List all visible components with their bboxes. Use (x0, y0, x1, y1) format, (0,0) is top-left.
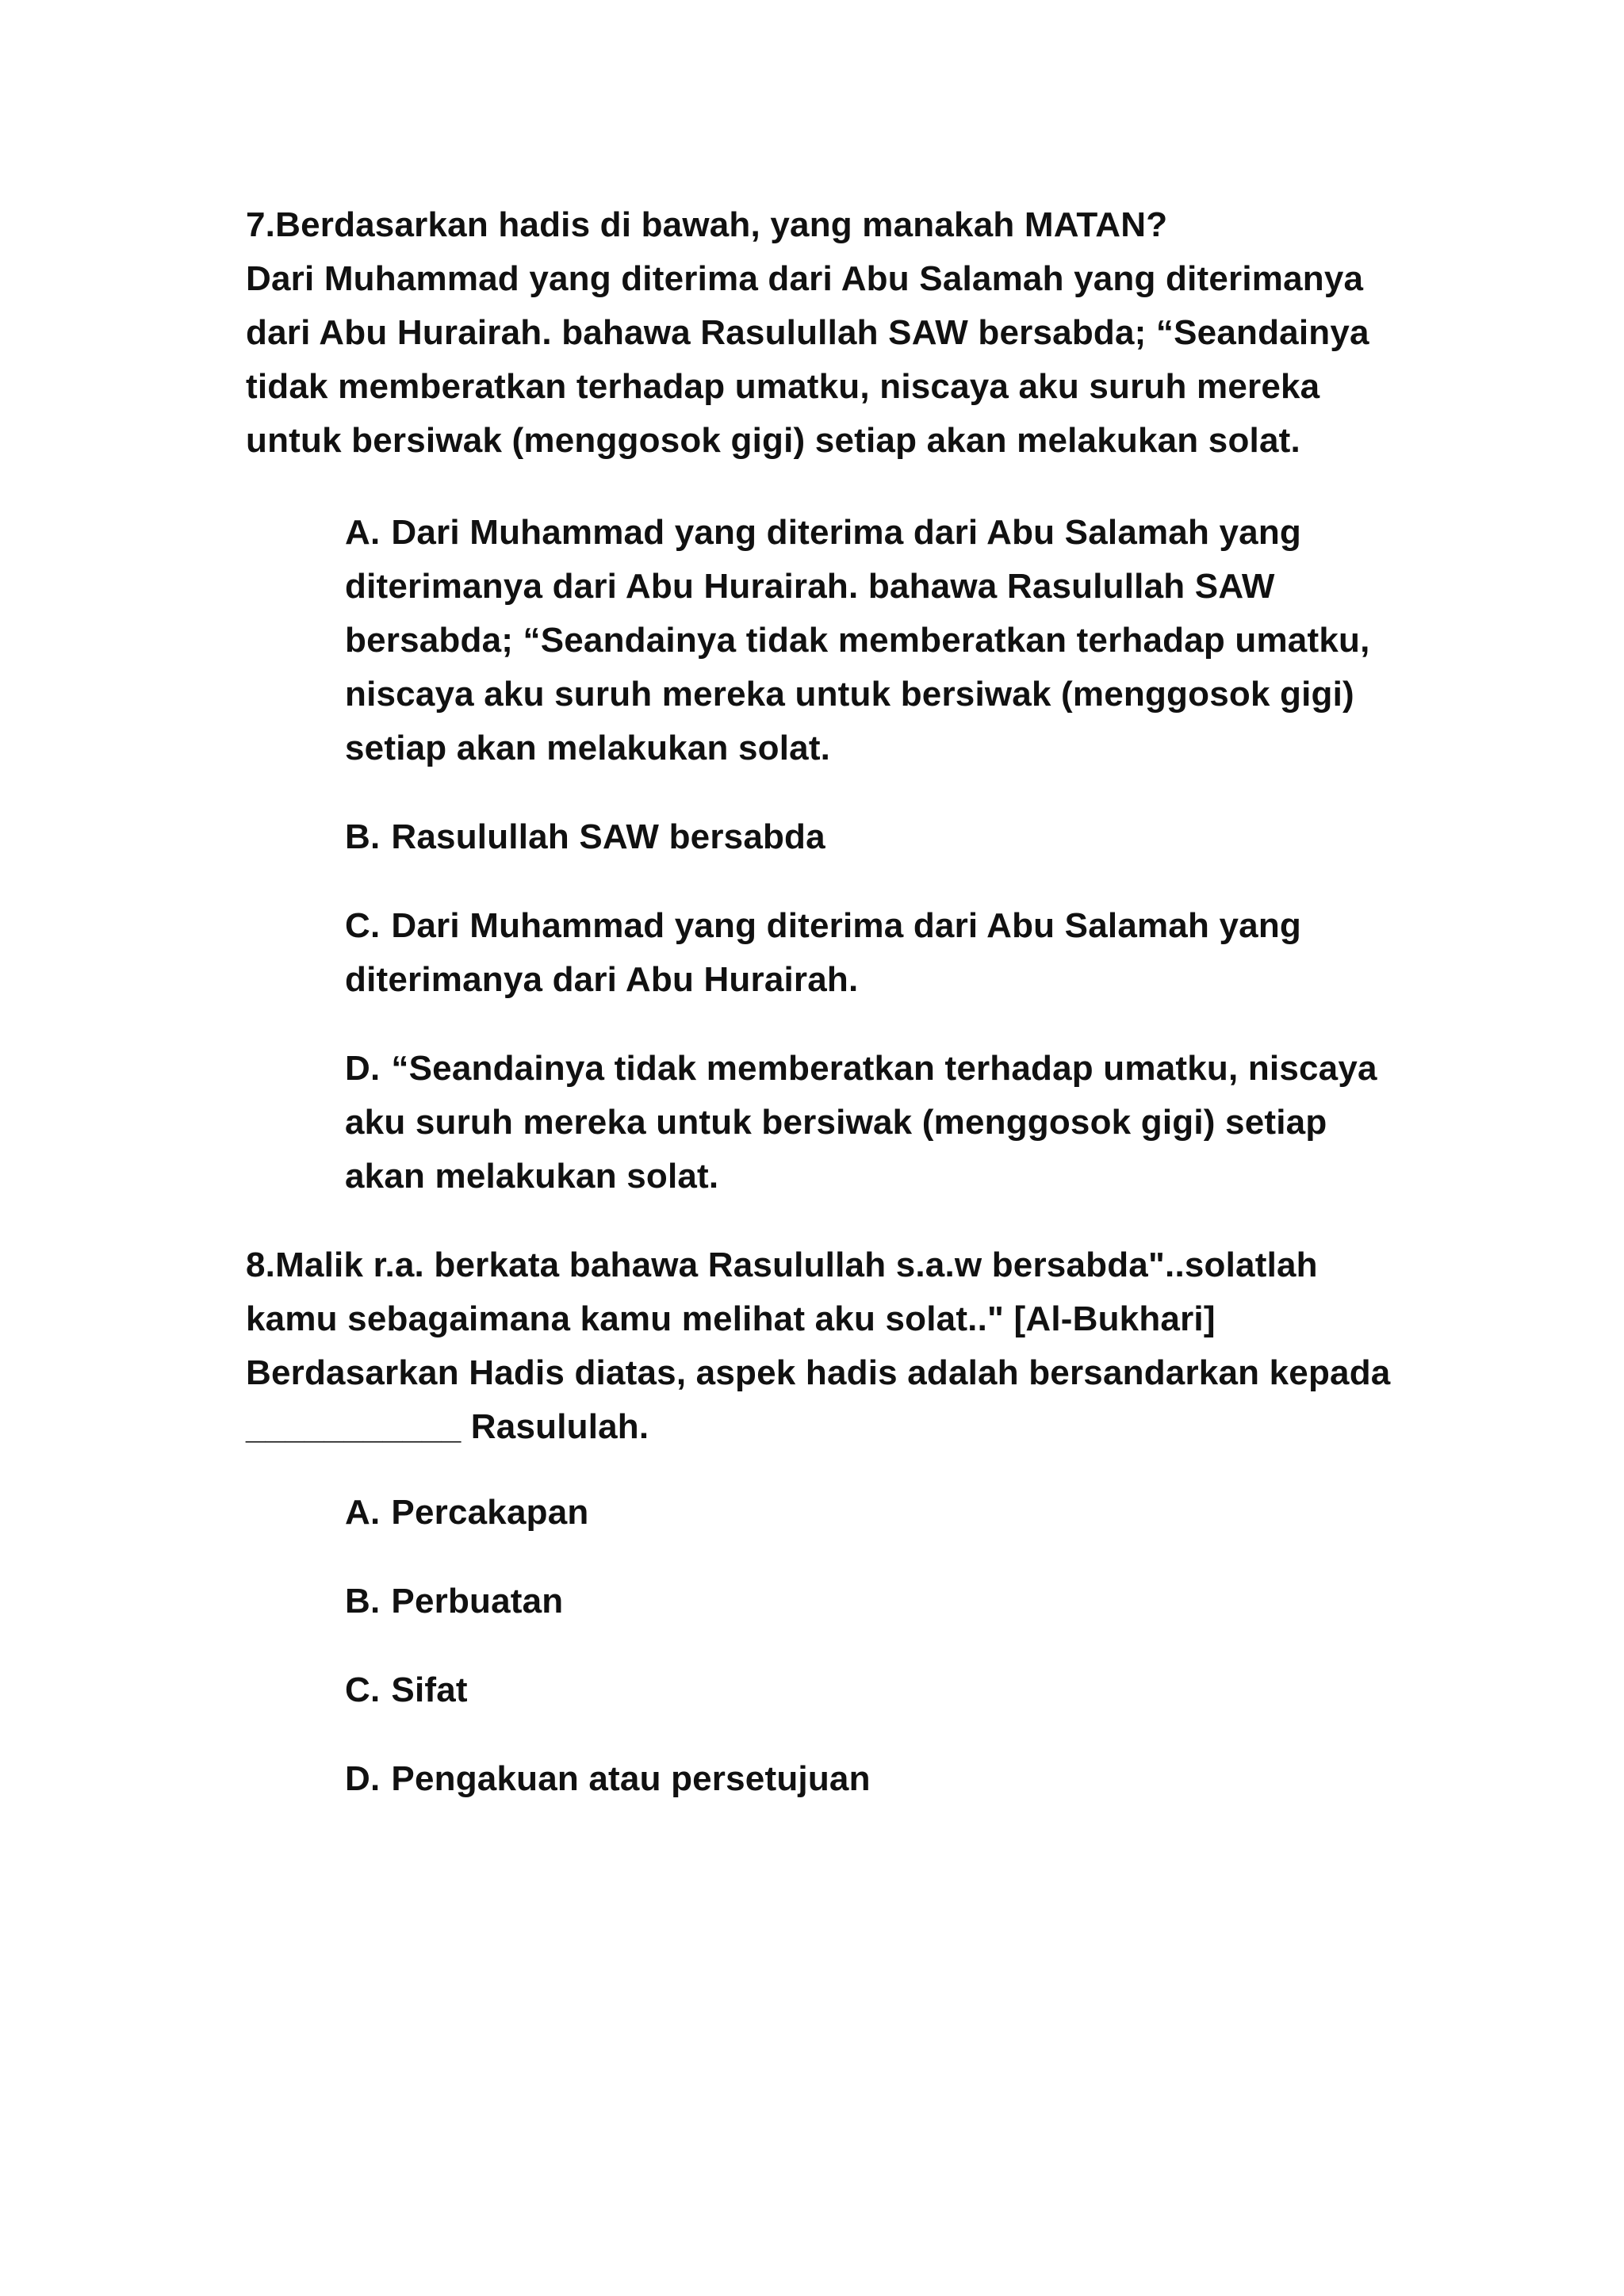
question-8-option-c[interactable] (345, 1663, 1396, 1717)
question-7-passage: Dari Muhammad yang diterima dari Abu Salamah yang diterimanya dari Abu Hurairah. bahawa Rasulullah SAW bersabda; “Seandainya tidak memberatkan terhadap umatku, niscaya aku suruh mereka untuk bersiwak (menggosok gigi) setiap akan melakukan solat. (246, 259, 1369, 460)
question-8-option-d[interactable] (345, 1752, 1396, 1806)
option-letter: C. (345, 906, 381, 945)
option-letter: A. (345, 513, 381, 552)
question-7-stem: 7.Berdasarkan hadis di bawah, yang manakah MATAN? (246, 205, 1168, 244)
option-text: Dari Muhammad yang diterima dari Abu Salamah yang diterimanya dari Abu Hurairah. (345, 906, 1301, 999)
option-letter: D. (345, 1049, 381, 1088)
option-letter: C. (345, 1670, 381, 1709)
question-8-stem-line2: Berdasarkan Hadis diatas, aspek hadis adalah bersandarkan kepada ___________ Rasululah. (246, 1353, 1391, 1446)
question-7-option-a[interactable] (345, 506, 1396, 775)
question-8-option-a[interactable] (345, 1486, 1396, 1540)
question-8 (246, 1238, 1396, 1806)
option-letter: D. (345, 1759, 381, 1798)
question-8-option-b[interactable] (345, 1575, 1396, 1628)
question-7-option-d[interactable] (345, 1042, 1396, 1203)
option-text: Pengakuan atau persetujuan (391, 1759, 871, 1798)
question-7-option-b[interactable] (345, 810, 1396, 864)
option-text: Percakapan (391, 1493, 589, 1532)
option-text: Sifat (391, 1670, 468, 1709)
option-text: “Seandainya tidak memberatkan terhadap umatku, niscaya aku suruh mereka untuk bersiwak (menggosok gigi) setiap akan melakukan solat. (345, 1049, 1377, 1196)
question-7-options (345, 506, 1396, 1203)
option-text: Perbuatan (391, 1582, 564, 1621)
option-letter: A. (345, 1493, 381, 1532)
question-content (246, 198, 1396, 1841)
question-7 (246, 198, 1396, 1203)
question-7-option-c[interactable] (345, 899, 1396, 1007)
option-letter: B. (345, 817, 381, 856)
option-letter: B. (345, 1582, 381, 1621)
question-8-stem-line1: 8.Malik r.a. berkata bahawa Rasulullah s.a.w bersabda"..solatlah kamu sebagaimana kamu melihat aku solat.." [Al-Bukhari] (246, 1246, 1318, 1338)
option-text: Rasulullah SAW bersabda (391, 817, 825, 856)
question-8-options (345, 1486, 1396, 1806)
option-text: Dari Muhammad yang diterima dari Abu Salamah yang diterimanya dari Abu Hurairah. bahawa Rasulullah SAW bersabda; “Seandainya tidak memberatkan terhadap umatku, niscaya aku suruh mereka untuk bersiwak (menggosok gigi) setiap akan melakukan solat. (345, 513, 1370, 767)
